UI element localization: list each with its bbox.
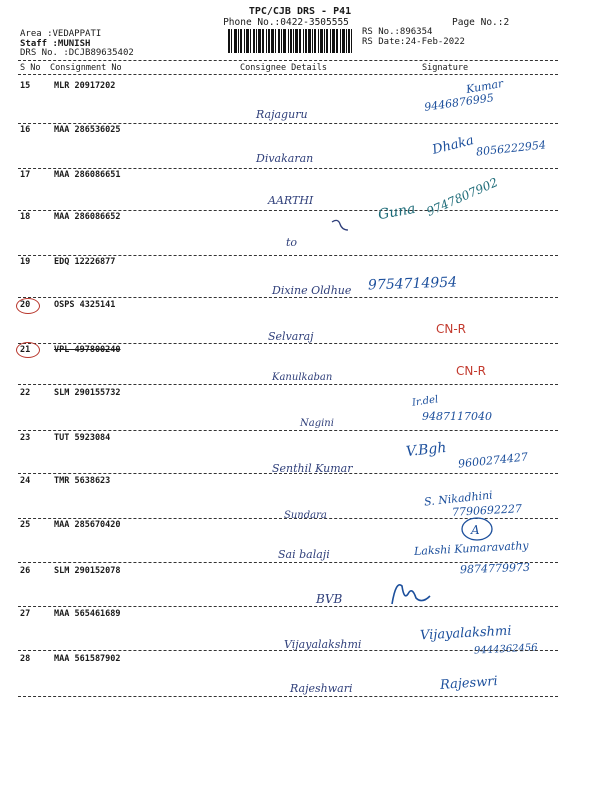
signature-phone: 9747807902 (424, 175, 500, 219)
row-number: 17 (20, 170, 31, 180)
consignee-name: Kanulkaban (272, 372, 333, 383)
staff-label: Staff :MUNISH (20, 39, 91, 49)
consignee-name: AARTHI (268, 194, 314, 207)
signature: Rajeswri (439, 674, 499, 693)
column-sno: S No (20, 63, 41, 73)
consignment-number: MLR 20917202 (54, 81, 116, 91)
row-rule (18, 123, 558, 124)
signature-phone: 8056222954 (475, 138, 547, 159)
row-rule (18, 210, 558, 211)
signature: Dhaka (430, 133, 476, 158)
page-number: Page No.:2 (452, 17, 510, 28)
row-number: 21 (20, 345, 31, 355)
consignment-number: MAA 561587902 (54, 654, 121, 664)
consignment-number: SLM 290152078 (54, 566, 121, 576)
row-number: 19 (20, 257, 31, 267)
row-rule (18, 430, 558, 431)
row-rule (18, 384, 558, 385)
signature: Kumar (465, 76, 505, 97)
consignee-name: Dixine Oldhue (272, 284, 352, 297)
signature-phone: 9754714954 (367, 274, 458, 294)
column-signature: Signature (422, 63, 469, 73)
circled-mark (460, 516, 494, 542)
signature: Vijayalakshmi (419, 623, 512, 644)
sheet-title: TPC/CJB DRS - P41 (248, 6, 352, 17)
row-rule (18, 473, 558, 474)
row-number: 28 (20, 654, 31, 664)
consignee-name: Sai balaji (278, 548, 330, 561)
row-rule (18, 606, 558, 607)
signature: Guna (376, 200, 417, 224)
row-rule (18, 650, 558, 651)
area-label: Area :VEDAPPATI (20, 29, 102, 39)
consignment-number: MAA 565461689 (54, 609, 121, 619)
row-number: 15 (20, 81, 31, 91)
signature: V.Bgh (405, 439, 448, 461)
signature: Lakshi Kumaravathy (413, 539, 529, 558)
signature-phone: 9444362456 (473, 642, 538, 657)
consignee-name: Rajeshwari (290, 682, 353, 695)
rs-number: RS No.:896354 (362, 27, 433, 37)
consignment-number: TMR 5638623 (54, 476, 111, 486)
signature-phone: 7790692227 (451, 502, 523, 519)
consignee-name: BVB (316, 592, 343, 606)
drs-number: DRS No. :DCJB89635402 (20, 48, 134, 58)
consignment-number: MAA 286086652 (54, 212, 121, 222)
row-rule (18, 562, 558, 563)
consignment-number: OSPS 4325141 (54, 300, 116, 310)
row-number: 18 (20, 212, 31, 222)
consignment-number: MAA 286536025 (54, 125, 121, 135)
signature: CN-R (456, 364, 487, 378)
row-rule (18, 168, 558, 169)
consignment-number: MAA 286086651 (54, 170, 121, 180)
consignee-name: Vijayalakshmi (284, 638, 362, 651)
consignment-number: SLM 290155732 (54, 388, 121, 398)
consignment-number: VPL 497800240 (54, 345, 121, 355)
signature: S. Nikadhini (423, 488, 494, 509)
signature: Ir.del (411, 394, 439, 409)
consignee-name: to (286, 236, 298, 249)
consignee-name: Divakaran (256, 152, 314, 165)
signature-phone: 9487117040 (422, 410, 492, 423)
consignment-number: EDQ 12226877 (54, 257, 116, 267)
row-rule (18, 343, 558, 344)
row-number: 26 (20, 566, 31, 576)
phone-number: Phone No.:0422-3505555 (223, 17, 349, 28)
row-number: 20 (20, 300, 31, 310)
consignee-name: Rajaguru (256, 108, 308, 121)
row-rule (18, 696, 558, 697)
row-rule (18, 297, 558, 298)
consignee-name: Sundara (284, 510, 327, 521)
row-number: 23 (20, 433, 31, 443)
consignee-name: Senthil Kumar (272, 462, 353, 475)
header-rule-bottom (18, 74, 558, 75)
row-number: 27 (20, 609, 31, 619)
row-number: 16 (20, 125, 31, 135)
signature-phone: 9446876995 (423, 91, 495, 114)
signature-phone: 9874779973 (459, 560, 531, 577)
consignment-number: TUT 5923084 (54, 433, 111, 443)
row-number: 24 (20, 476, 31, 486)
column-consignment: Consignment No (50, 63, 122, 73)
signature: CN-R (436, 322, 467, 336)
header-rule-top (18, 60, 558, 61)
rs-date: RS Date:24-Feb-2022 (362, 37, 465, 47)
pen-mark (330, 216, 352, 236)
signature-scribble (386, 576, 436, 610)
barcode (228, 29, 352, 53)
svg-text:A: A (471, 523, 480, 537)
row-number: 22 (20, 388, 31, 398)
row-number: 25 (20, 520, 31, 530)
consignee-name: Nagini (300, 418, 334, 429)
signature-phone: 9600274427 (457, 450, 529, 471)
consignment-number: MAA 285670420 (54, 520, 121, 530)
consignee-name: Selvaraj (268, 330, 314, 343)
row-rule (18, 255, 558, 256)
column-consignee-details: Consignee Details (240, 63, 327, 73)
